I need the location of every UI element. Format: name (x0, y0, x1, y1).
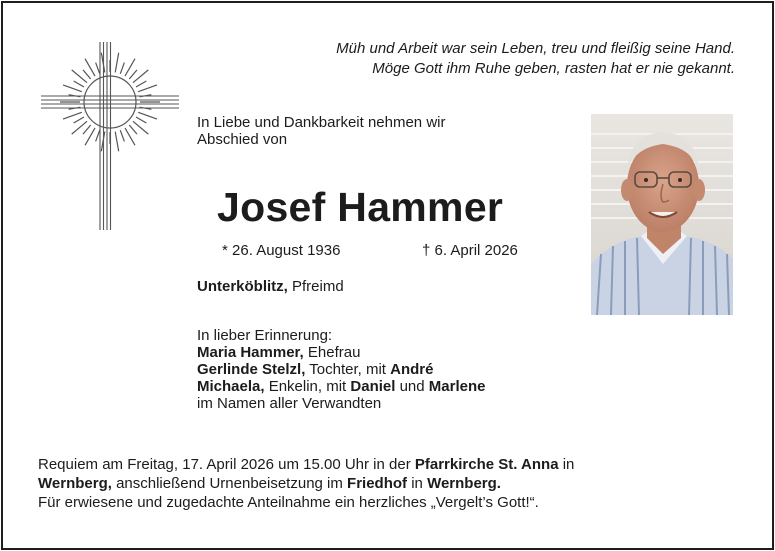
service-text: anschließend Urnenbeisetzung im (111, 475, 348, 492)
death-date: † 6. April 2026 (422, 242, 518, 259)
birth-date: * 26. August 1936 (222, 242, 341, 259)
mourner-conjunction: und (395, 378, 429, 395)
intro (197, 114, 445, 148)
mourner-row (197, 378, 486, 395)
mourner-name: Gerlinde Stelzl, (197, 361, 306, 378)
intro-line-1: In Liebe und Dankbarkeit nehmen wir (197, 114, 446, 131)
mourners-heading: In lieber Erinnerung: (197, 327, 333, 344)
intro-line-2: Abschied von (197, 131, 288, 148)
town-name: Wernberg. (427, 475, 501, 492)
mourner-name: Michaela, (197, 378, 265, 395)
cemetery-name: Friedhof (347, 475, 408, 492)
portrait-photo (591, 114, 733, 315)
mourner-row (197, 361, 486, 378)
mourner-partner: André (390, 361, 434, 378)
mourner-name: Maria Hammer, (197, 344, 304, 361)
mourner-partner: Marlene (428, 378, 486, 395)
service-text: in (407, 475, 428, 492)
mourner-relation: Ehefrau (303, 344, 361, 361)
service-text: in (558, 456, 575, 473)
service-info (38, 455, 574, 512)
residence-town: Unterköblitz, (197, 278, 288, 295)
quote (336, 39, 735, 79)
quote-line-1: Müh und Arbeit war sein Leben, treu und fleißig seine Hand. (336, 40, 735, 57)
mourners-footer: im Namen aller Verwandten (197, 395, 382, 412)
quote-line-2: Möge Gott ihm Ruhe geben, rasten hat er nie gekannt. (372, 60, 735, 77)
town-name: Wernberg, (38, 475, 112, 492)
residence (197, 278, 344, 295)
service-line-2 (38, 474, 574, 493)
service-line-3: Für erwiesene und zugedachte Anteilnahme ein herzliches „Vergelt’s Gott!“. (38, 494, 539, 511)
residence-region: Pfreimd (287, 278, 344, 295)
church-name: Pfarrkirche St. Anna (414, 456, 559, 473)
mourner-row (197, 344, 486, 361)
mourner-relation: Enkelin, mit (264, 378, 351, 395)
deceased-name: Josef Hammer (217, 184, 504, 230)
mourner-relation: Tochter, mit (305, 361, 391, 378)
mourners (197, 327, 486, 412)
mourner-partner: Daniel (350, 378, 396, 395)
service-text: Requiem am Freitag, 17. April 2026 um 15.00 Uhr in der (38, 456, 415, 473)
service-line-1 (38, 455, 574, 474)
cross-with-sun-icon (38, 40, 183, 235)
